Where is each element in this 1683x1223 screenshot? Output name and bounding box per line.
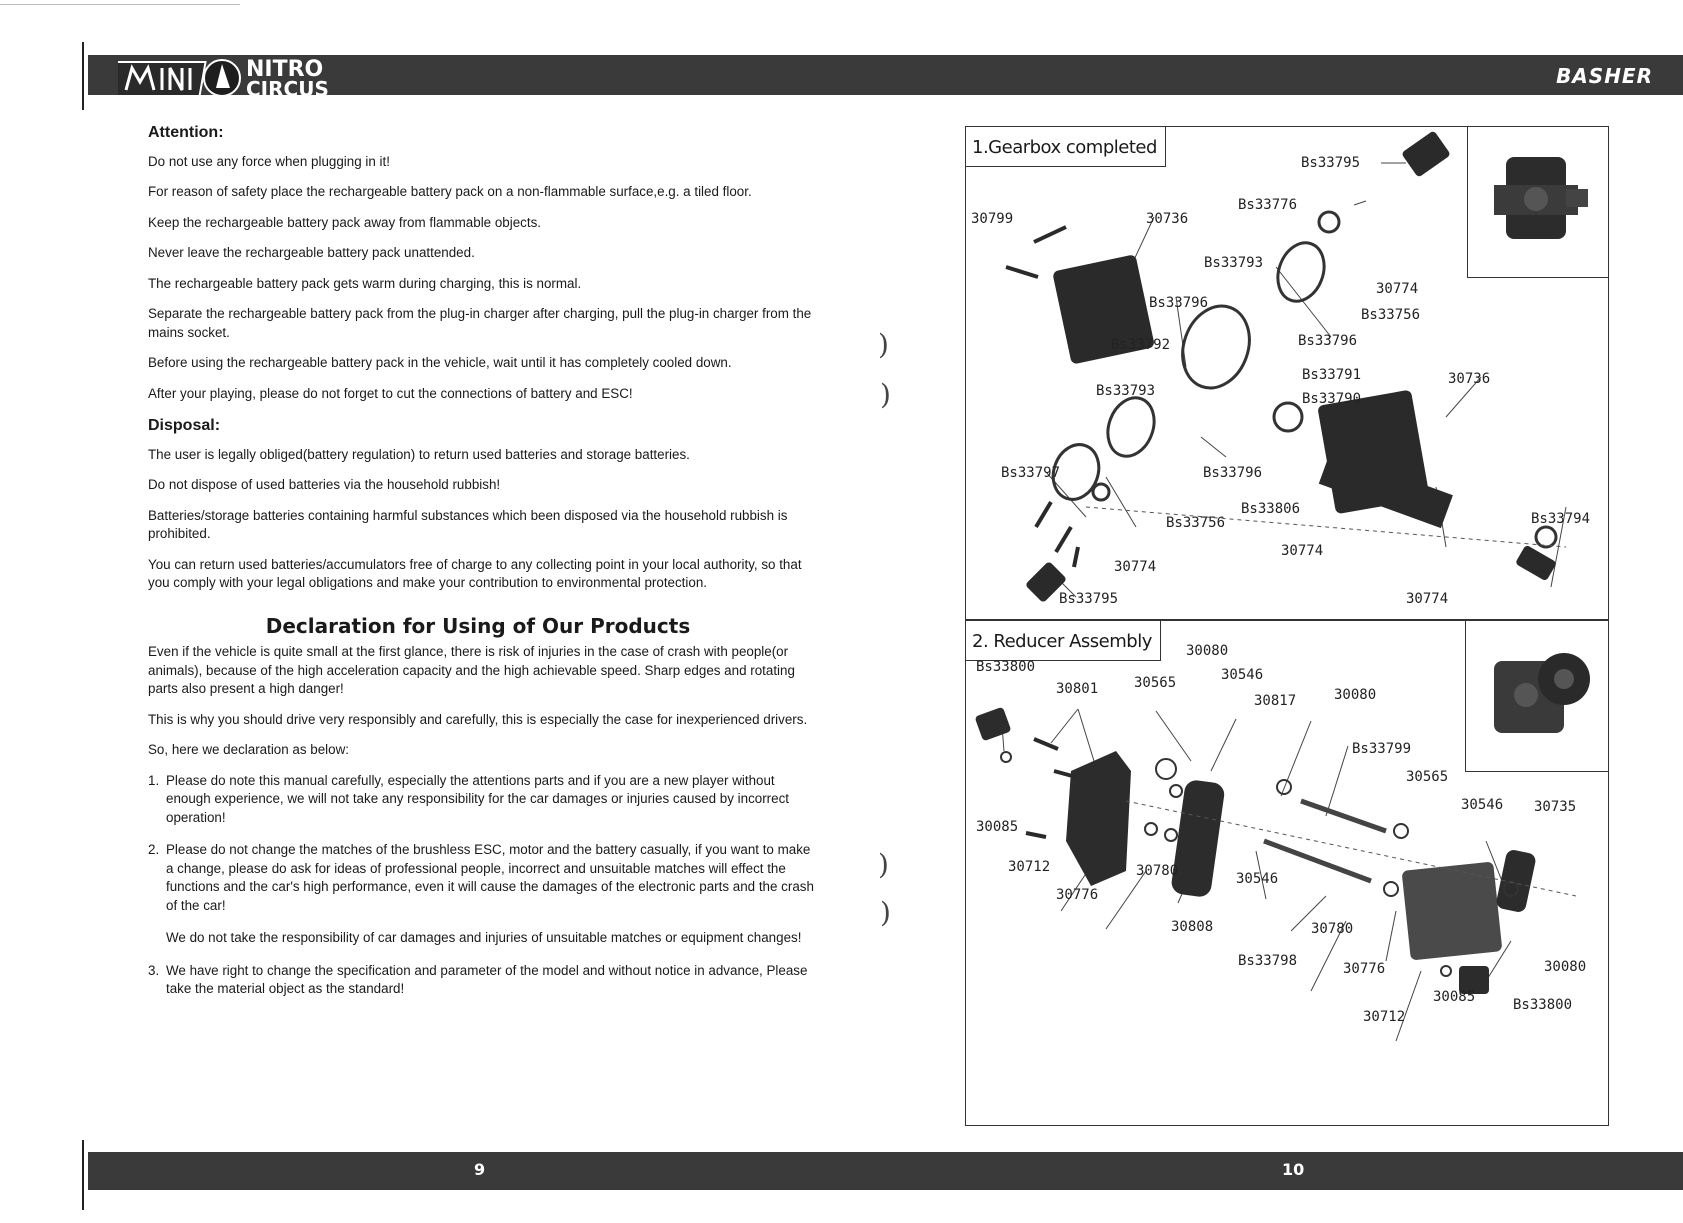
part-label: 30776: [1343, 961, 1386, 977]
page-number-right: 10: [1282, 1160, 1305, 1179]
part-label: Bs33756: [1166, 515, 1226, 531]
page-number-left: 9: [474, 1160, 486, 1179]
attention-item: Before using the rechargeable battery pack in the vehicle, wait until it has completely cooled down.: [148, 355, 732, 370]
part-label: Bs33800: [976, 659, 1036, 675]
part-label: Bs33796: [1149, 295, 1209, 311]
attention-item: The rechargeable battery pack gets warm during charging, this is normal.: [148, 275, 582, 291]
binding-mark: ): [878, 848, 889, 881]
attention-item: After your playing, please do not forget to cut the connections of battery and ESC!: [148, 385, 633, 401]
part-label: Bs33798: [1238, 953, 1298, 969]
declaration-paragraph: Even if the vehicle is quite small at the first glance, there is risk of injuries in the case of crash with people(or animals), because of the high acceleration capacity and the high achievable speed. Sharp edges and rotating parts also present a high danger!: [148, 644, 795, 696]
part-label: 30736: [1146, 211, 1189, 227]
declaration-heading: Declaration for Using of Our Products: [265, 613, 691, 638]
part-label: Bs33796: [1203, 465, 1263, 481]
attention-item: For reason of safety place the rechargeable battery pack on a non-flammable surface,e.g. a tiled floor.: [148, 184, 752, 199]
binding-mark: ): [880, 896, 891, 929]
part-label: 30085: [976, 819, 1019, 835]
part-label: Bs33793: [1204, 255, 1264, 271]
declaration-list: [148, 772, 818, 999]
part-label: 30801: [1056, 681, 1099, 697]
svg-text:NITRO: NITRO: [246, 57, 324, 82]
panel-title: 2. Reducer Assembly: [966, 621, 1161, 661]
part-label: 30546: [1221, 667, 1264, 683]
attention-item: Keep the rechargeable battery pack away from flammable objects.: [148, 214, 541, 230]
list-item: 3. We have right to change the specification and parameter of the model and without notice in advance, Please take the material object as the standard!: [148, 962, 808, 996]
part-label: 30546: [1236, 871, 1279, 887]
part-label: 30565: [1406, 769, 1449, 785]
part-label: 30799: [971, 211, 1014, 227]
attention-item: Never leave the rechargeable battery pack unattended.: [148, 245, 475, 260]
part-label: 30085: [1433, 989, 1476, 1005]
disposal-heading: Disposal:: [148, 417, 221, 434]
part-label: 30776: [1056, 887, 1099, 903]
gearbox-part-labels: [966, 127, 1608, 619]
part-label: 30774: [1406, 591, 1449, 607]
scan-edge-line: [0, 4, 240, 5]
brand-logo: BASHER: [1556, 64, 1653, 88]
part-label: Bs33799: [1352, 741, 1412, 757]
part-label: 30774: [1281, 543, 1324, 559]
part-label: Bs33794: [1531, 511, 1591, 527]
disposal-item: You can return used batteries/accumulators free of charge to any collecting point in your local authority, so that you comply with your legal obligations and make your contribution to environmental protection.: [148, 556, 802, 590]
part-label: Bs33790: [1302, 391, 1362, 407]
disposal-item: Batteries/storage batteries containing harmful substances which been disposed via the household rubbish is prohibited.: [148, 507, 788, 541]
crop-mark: [82, 1140, 84, 1210]
list-item: 2. Please do not change the matches of the brushless ESC, motor and the battery casually, if you want to make a change, please do ask for ideas of professional people, incorrect and unsuitable matches will effect the functions and the car's high performance, even it will cause the damages of the electronic parts and the crash of the car!: [148, 842, 814, 913]
part-label: 30808: [1171, 919, 1214, 935]
disposal-item: Do not dispose of used batteries via the household rubbish!: [148, 477, 501, 492]
footer-bar: [88, 1152, 1683, 1190]
part-label: 30736: [1448, 371, 1491, 387]
part-label: 30735: [1534, 799, 1577, 815]
part-label: 30712: [1363, 1009, 1406, 1025]
list-item: We do not take the responsibility of car damages and injuries of unsuitable matches or equipment changes!: [166, 930, 802, 945]
part-label: Bs33795: [1301, 155, 1361, 171]
gearbox-diagram-panel: [965, 126, 1609, 620]
part-label: Bs33791: [1302, 367, 1362, 383]
part-label: Bs33797: [1001, 465, 1061, 481]
part-label: 30780: [1136, 863, 1179, 879]
crop-mark: [82, 42, 84, 110]
svg-text:CIRCUS: CIRCUS: [246, 77, 329, 100]
part-label: 30774: [1376, 281, 1419, 297]
declaration-paragraph: So, here we declaration as below:: [148, 742, 349, 757]
list-item: 1. Please do note this manual carefully, especially the attentions parts and if you are a new player without enough experience, we will not take any responsibility for the car damages or injuries caused by incorrect operation!: [148, 772, 789, 825]
part-label: Bs33776: [1238, 197, 1298, 213]
part-label: 30774: [1114, 559, 1157, 575]
mini-nitro-circus-logo: [118, 48, 358, 100]
part-label: 30565: [1134, 675, 1177, 691]
part-label: 30080: [1334, 687, 1377, 703]
part-label: Bs33800: [1513, 997, 1573, 1013]
part-label: Bs33806: [1241, 501, 1301, 517]
panel-title: 1.Gearbox completed: [966, 127, 1166, 167]
part-label: Bs33792: [1111, 337, 1171, 353]
reducer-diagram-panel: [965, 620, 1609, 1126]
part-label: Bs33795: [1059, 591, 1119, 607]
part-label: Bs33756: [1361, 307, 1421, 323]
part-label: 30712: [1008, 859, 1051, 875]
attention-item: Do not use any force when plugging in it!: [148, 153, 390, 169]
binding-mark: ): [878, 328, 889, 361]
part-label: Bs33796: [1298, 333, 1358, 349]
part-label: Bs33793: [1096, 383, 1156, 399]
declaration-paragraph: This is why you should drive very responsibly and carefully, this is especially the case for inexperienced drivers.: [148, 711, 808, 727]
left-page-text: [148, 120, 818, 1013]
part-label: 30080: [1186, 643, 1229, 659]
part-label: 30817: [1254, 693, 1297, 709]
part-label: 30080: [1544, 959, 1587, 975]
part-label: 30780: [1311, 921, 1354, 937]
binding-mark: ): [880, 378, 891, 411]
disposal-item: The user is legally obliged(battery regulation) to return used batteries and storage batteries.: [148, 446, 690, 462]
attention-heading: Attention:: [148, 124, 224, 141]
attention-item: Separate the rechargeable battery pack from the plug-in charger after charging, pull the plug-in charger from the mains socket.: [148, 306, 812, 340]
part-label: 30546: [1461, 797, 1504, 813]
reducer-part-labels: [966, 621, 1608, 1125]
